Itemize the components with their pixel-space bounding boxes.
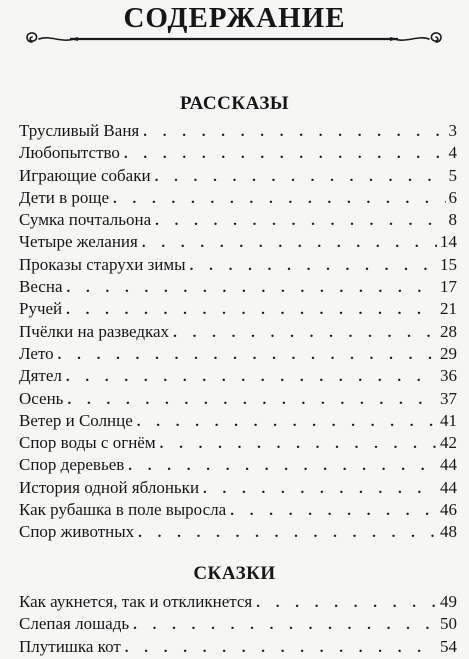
entry-page: 49 <box>440 592 457 611</box>
entry-title: Любопытство <box>19 143 120 163</box>
toc-entry[interactable] <box>19 298 457 320</box>
dot-leader <box>160 433 437 455</box>
dot-leader <box>142 232 437 254</box>
entry-page: 5 <box>448 165 457 185</box>
dot-leader <box>124 143 446 165</box>
entry-page: 28 <box>440 321 457 341</box>
entry-page: 29 <box>440 343 457 363</box>
entry-page: 50 <box>440 614 457 634</box>
dot-leader <box>67 389 437 411</box>
entry-page: 15 <box>440 254 457 274</box>
entry-page: 44 <box>440 477 457 497</box>
toc-entry[interactable] <box>19 343 457 365</box>
entry-page: 36 <box>440 366 457 386</box>
entry-title: Спор воды с огнём <box>19 433 156 453</box>
dot-leader <box>66 299 437 321</box>
entry-title: Лето <box>19 343 54 363</box>
toc-entry[interactable] <box>19 521 457 543</box>
toc-entry[interactable] <box>19 254 457 276</box>
toc-entry[interactable] <box>19 432 457 454</box>
entry-page: 4 <box>448 143 457 163</box>
entry-title: Осень <box>19 388 64 408</box>
dot-leader <box>256 592 437 614</box>
entry-page: 37 <box>440 388 457 408</box>
dot-leader <box>137 411 437 433</box>
dot-leader <box>173 322 437 344</box>
entry-title: Как аукнется, так и откликнется <box>19 592 253 611</box>
dot-leader <box>58 344 437 366</box>
toc-entry[interactable] <box>19 636 457 658</box>
page-title: СОДЕРЖАНИЕ <box>123 2 346 34</box>
stories-list <box>19 120 457 544</box>
section-heading-stories: РАССКАЗЫ <box>179 93 290 114</box>
entry-page: 41 <box>440 410 457 430</box>
toc-entry[interactable] <box>19 388 457 410</box>
toc-entry[interactable] <box>19 209 457 231</box>
entry-page: 6 <box>448 187 457 207</box>
entry-page: 3 <box>448 121 457 140</box>
entry-title: Слепая лошадь <box>19 614 130 634</box>
dot-leader <box>128 455 437 477</box>
entry-title: Дятел <box>19 366 62 386</box>
entry-title: Как рубашка в поле выросла <box>19 500 227 520</box>
entry-page: 48 <box>440 522 457 542</box>
entry-title: Четыре желания <box>19 232 138 252</box>
toc-entry[interactable] <box>19 454 457 476</box>
toc-entry[interactable] <box>19 142 457 164</box>
dot-leader <box>113 188 445 210</box>
toc-entry[interactable] <box>19 276 457 298</box>
dot-leader <box>155 166 446 188</box>
toc-entry[interactable] <box>19 120 457 142</box>
dot-leader <box>155 210 445 232</box>
dot-leader <box>67 277 438 299</box>
entry-page: 21 <box>440 299 457 319</box>
entry-title: Дети в роще <box>19 187 110 207</box>
dot-leader <box>133 614 437 636</box>
entry-title: Трусливый Ваня <box>19 121 140 140</box>
dot-leader <box>143 121 445 143</box>
entry-title: Ветер и Солнце <box>19 410 133 430</box>
toc-entry[interactable] <box>19 365 457 387</box>
toc-entry[interactable] <box>19 321 457 343</box>
entry-title: Ручей <box>19 299 63 319</box>
entry-page: 46 <box>440 500 457 520</box>
toc-entry[interactable] <box>19 591 457 613</box>
toc-entry[interactable] <box>19 410 457 432</box>
entry-title: Сумка почтальона <box>19 210 152 230</box>
entry-title: Пчёлки на разведках <box>19 321 170 341</box>
toc-entry[interactable] <box>19 187 457 209</box>
entry-page: 54 <box>440 636 457 656</box>
entry-title: Проказы старухи зимы <box>19 254 186 274</box>
decorative-flourish-icon <box>22 28 446 50</box>
entry-page: 8 <box>448 210 457 230</box>
toc-entry[interactable] <box>19 613 457 635</box>
fairy-tales-list <box>19 591 457 658</box>
entry-title: Спор животных <box>19 522 135 542</box>
entry-title: Спор деревьев <box>19 455 125 475</box>
toc-entry[interactable] <box>19 165 457 187</box>
entry-page: 14 <box>440 232 457 252</box>
dot-leader <box>125 637 437 659</box>
entry-page: 42 <box>440 433 457 453</box>
entry-title: Плутишка кот <box>19 636 121 656</box>
toc-entry[interactable] <box>19 231 457 253</box>
entry-title: Весна <box>19 277 63 297</box>
dot-leader <box>190 255 437 277</box>
toc-entry[interactable] <box>19 477 457 499</box>
entry-page: 44 <box>440 455 457 475</box>
dot-leader <box>66 366 437 388</box>
dot-leader <box>203 478 437 500</box>
entry-page: 17 <box>440 277 457 297</box>
dot-leader <box>138 522 437 544</box>
section-heading-fairy-tales: СКАЗКИ <box>193 563 276 584</box>
entry-title: Играющие собаки <box>19 165 151 185</box>
dot-leader <box>230 500 437 522</box>
toc-entry[interactable] <box>19 499 457 521</box>
entry-title: История одной яблоньки <box>19 477 200 497</box>
